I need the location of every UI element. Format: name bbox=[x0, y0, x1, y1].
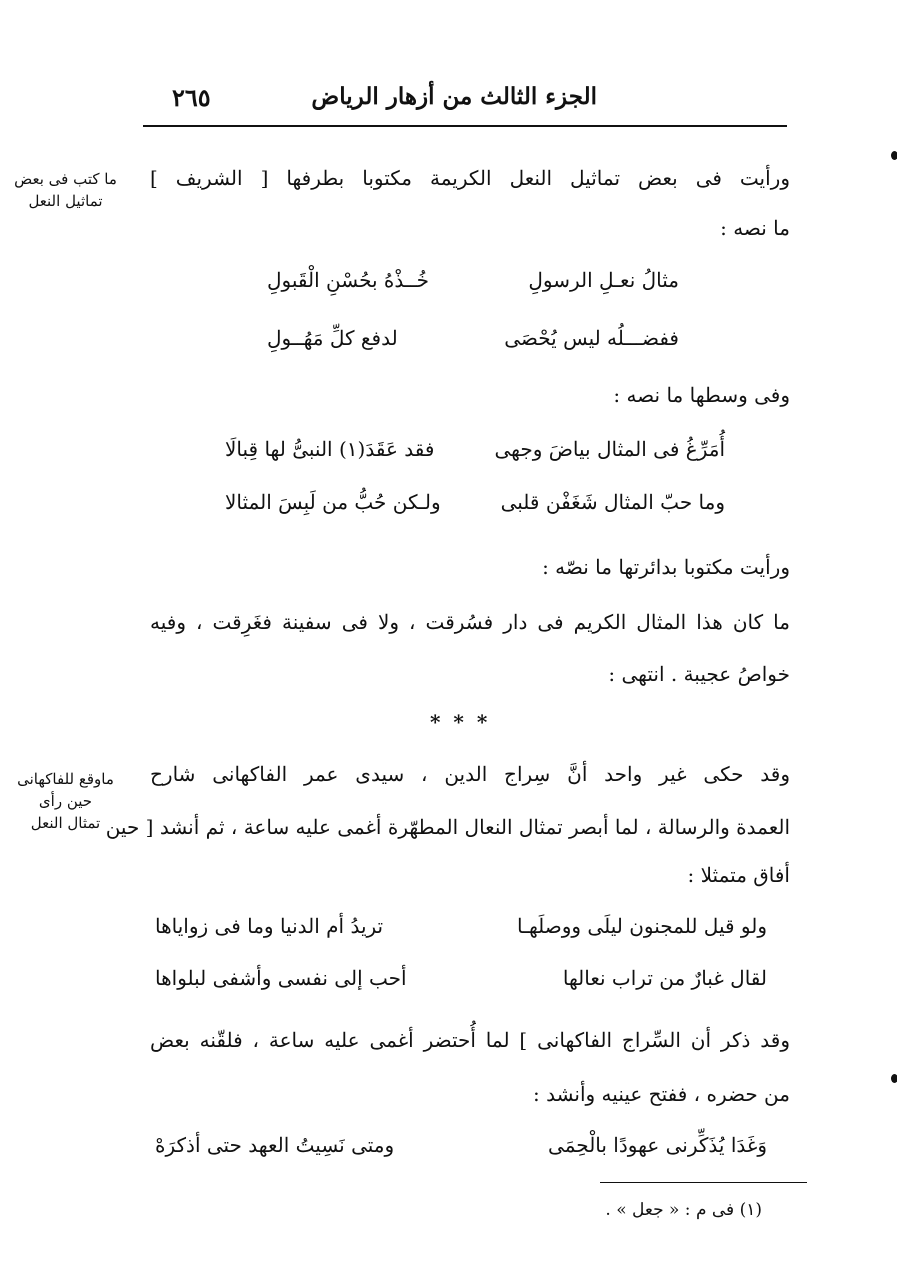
verse-hemistich: مثالُ نعـلِ الرسولِ bbox=[528, 268, 679, 292]
page-number: ٢٦٥ bbox=[172, 83, 211, 112]
text-line: ما نصه : bbox=[720, 216, 790, 240]
margin-note bbox=[8, 168, 123, 212]
footnote-rule bbox=[600, 1182, 807, 1183]
section-separator: * * * bbox=[430, 710, 491, 734]
text-line: ورأيت مكتوبا بدائرتها ما نصّه : bbox=[542, 555, 790, 579]
margin-note-line: تماثيل النعل bbox=[28, 192, 103, 210]
text-line: ورأيت فى بعض تماثيل النعل الكريمة مكتوبا بطرفها [ الشريف ] bbox=[150, 166, 790, 190]
verse-hemistich: لقال غبارٌ من تراب نعالها bbox=[562, 966, 767, 990]
verse-hemistich: تريدُ أم الدنيا وما فى زواياها bbox=[155, 914, 384, 938]
verse-hemistich: خُــذْهُ بحُسْنِ الْقَبولِ bbox=[267, 268, 429, 292]
text-line: ما كان هذا المثال الكريم فى دار فسُرقت ، ولا فى سفينة فغَرِقت ، وفيه bbox=[150, 610, 790, 634]
verse-hemistich: فقد عَقَدَ(١) النبىُّ لها قِبالَا bbox=[225, 437, 435, 461]
verse-hemistich: أُمَرِّغُ فى المثال بياضَ وجهى bbox=[494, 437, 725, 461]
margin-note-line: تمثال النعل bbox=[30, 814, 101, 832]
edge-dot bbox=[891, 1074, 897, 1083]
verse-hemistich: وما حبّ المثال شَغَفْن قلبى bbox=[500, 490, 725, 514]
verse-hemistich: ولـكن حُبُّ من لَبِسَ المثالا bbox=[225, 490, 441, 514]
text-line: وقد حكى غير واحد أنَّ سِراج الدين ، سيدى عمر الفاكهانى شارح bbox=[150, 762, 790, 786]
edge-dot bbox=[891, 151, 897, 160]
text-line: وفى وسطها ما نصه : bbox=[613, 383, 790, 407]
verse-hemistich: لدفع كلِّ مَهُــولِ bbox=[267, 326, 398, 350]
margin-note-line: ماوقع للفاكهانى bbox=[17, 770, 114, 788]
verse-hemistich: وَغَدَا يُذَكِّرنى عهودًا بالْحِمَى bbox=[548, 1133, 767, 1157]
running-title: الجزء الثالث من أزهار الرياض bbox=[311, 83, 597, 110]
verse-hemistich: ومتى نَسِيتُ العهد حتى أذكرَهْ bbox=[155, 1133, 395, 1157]
text-line: وقد ذكر أن السِّراج الفاكهانى ] لما أُحتضر أغمى عليه ساعة ، فلقّنه بعض bbox=[150, 1028, 790, 1052]
text-line: من حضره ، ففتح عينيه وأنشد : bbox=[532, 1082, 790, 1106]
footnote: (١) فى م : « جعل » . bbox=[605, 1200, 762, 1220]
text-line: العمدة والرسالة ، لما أبصر تمثال النعال المطهّرة أغمى عليه ساعة ، ثم أنشد [ حين bbox=[105, 815, 790, 839]
margin-note-line: حين رأى bbox=[38, 792, 93, 810]
margin-note-line: ما كتب فى بعض bbox=[14, 170, 117, 188]
verse-hemistich: أحب إلى نفسى وأشفى لبلواها bbox=[155, 966, 407, 990]
text-line: خواصُ عجيبة . انتهى : bbox=[608, 662, 790, 686]
verse-hemistich: ولو قيل للمجنون ليلَى ووصلَهـا bbox=[516, 914, 767, 938]
header-rule bbox=[143, 125, 787, 127]
verse-hemistich: ففضـــلُه ليس يُحْصَى bbox=[504, 326, 679, 350]
text-line: أفاق متمثلا : bbox=[687, 863, 790, 887]
